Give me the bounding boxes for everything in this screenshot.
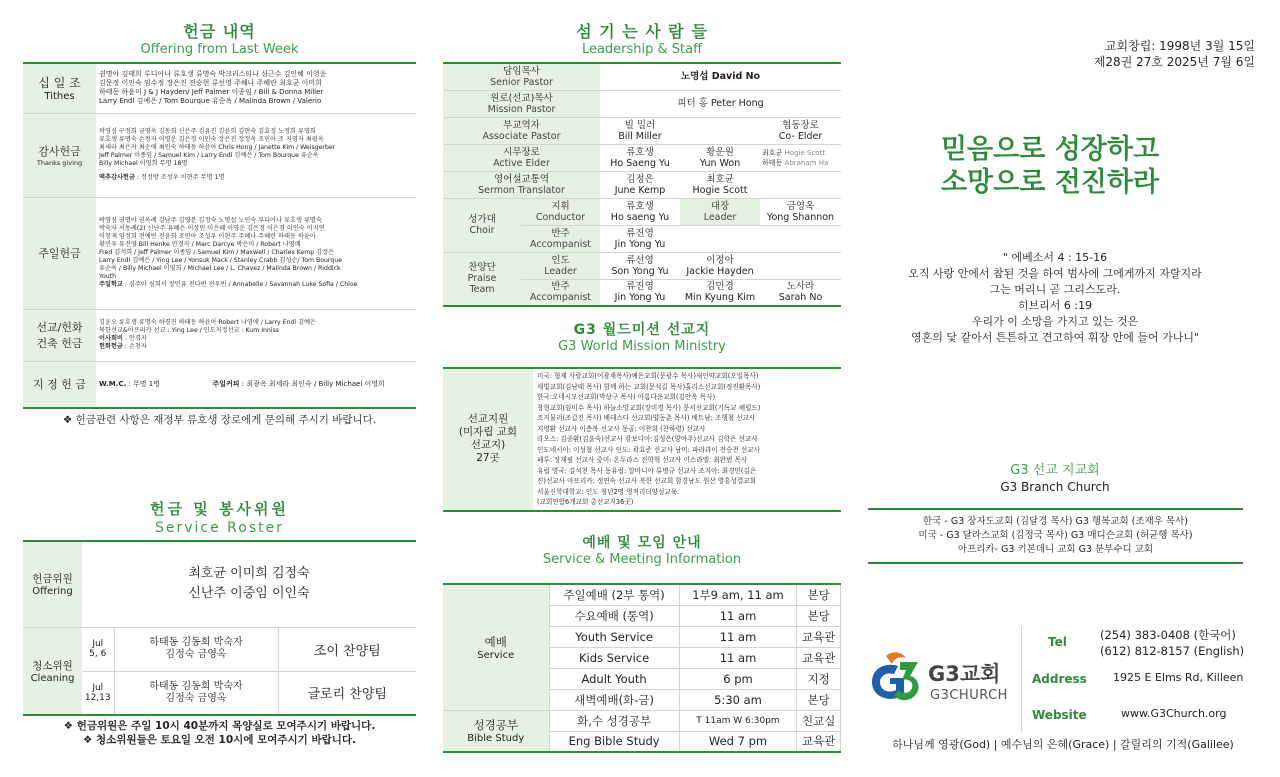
team-name: 글로리 찬양팀 (278, 671, 416, 715)
table-row: 십 일 조 Tithes 권명아 김태희 루디아나 류호생 류명숙 박크리스티나 심근수 김인혜 이영운 김문정 이인숙 임수정 장은진 전승현 류선영 주혜나 주혜란 최호균 이미희 하태동 하윤미 J & J Hayden/ Jeff Palmer 이종임 / Bill & Donna Miller Larry Endl 김예은 / Tom Bourque 유순옥 / Malinda Brown / Valerio (23, 63, 416, 113)
table-row: 새벽예배(화-금) 5:30 am 본당 (443, 689, 841, 710)
branch-list: 한국 - G3 장자도교회 (김달경 목사) G3 행복교회 (조재우 목사) 미국 - G3 달라스교회 (김정국 목사) G3 매디슨교회 (허균행 목사) 아프리카- G3 키본데니 교회 G3 분부수디 교회 (868, 508, 1243, 564)
table-row: 원로(선교)목사 Mission Pastor 피터 홍 Peter Hong (443, 90, 841, 117)
table-row: 부교역자 Associate Pastor 빌 밀러 Bill Miller 협동장로 Co- Elder (443, 117, 841, 144)
leadership-title: 섬 기 는 사 람 들 (576, 22, 708, 41)
roster-note: ❖ 헌금위원은 주일 10시 40분까지 목양실로 모여주시기 바랍니다. ❖ 청소위원들은 토요일 오전 10시에 모여주시기 바랍니다. (63, 720, 376, 746)
team-name: 조이 찬양팀 (278, 627, 416, 671)
table-row: 성경공부 Bible Study 화,수 성경공부 T 11am W 6:30pm 친교실 (443, 710, 841, 731)
address-label: Address (1032, 672, 1087, 686)
logo-text-en: G3CHURCH (930, 688, 1008, 703)
worship-table (443, 583, 841, 753)
website-label: Website (1032, 708, 1087, 722)
table-row: 성가대 Choir 지휘 Conductor 류호생 Ho saeng Yu 대장 Leader 금영옥 Yong Shannon (443, 198, 841, 225)
roster-title: 헌금 및 봉사위원 (150, 500, 289, 518)
scripture: " 에베소서 4 : 15-16 오직 사랑 안에서 참된 것을 하여 범사에 그에게까지 자랄지라 그는 머리니 곧 그리스도라. 히브리서 6 :19 우리가 이 소망을 가지고 있는 것은 영혼의 닻 같아서 튼튼하고 견고하여 휘장 안에 들어 가나니" (908, 251, 1202, 344)
worship-subtitle: Service & Meeting Information (542, 552, 742, 567)
g3-logo-icon (866, 648, 924, 710)
table-row: 반주 Accompanist 류진영 Jin Yong Yu 김민경 Min Kyung Kim 노사라 Sarah No (443, 279, 841, 306)
offering-subtitle: Offering from Last Week (140, 42, 299, 57)
mission-section (443, 321, 841, 512)
table-row: 예배 Service 주일예배 (2부 통역) 1부9 am, 11 am 본당 (443, 584, 841, 605)
table-row: 지 정 헌 금 W.M.C. : 무명 1명 주일커피 : 최광옥 최세라 최인숙 / Billy Michael 이영희 (23, 361, 416, 408)
footer-tagline: 하나님께 영광(God) | 예수님의 은혜(Grace) | 갈릴리의 기적(Galilee) (892, 738, 1234, 751)
table-row: 영어설교통역 Sermon Translator 김정은 June Kemp 최호균 Hogie Scott (443, 171, 841, 198)
offering-section (23, 22, 416, 427)
worship-section (443, 534, 841, 753)
mission-title: G3 월드미션 선교지 (573, 322, 711, 338)
table-row: 담임목사 Senior Pastor 노명섭 David No (443, 63, 841, 90)
table-row: Adult Youth 6 pm 지정 (443, 668, 841, 689)
thanks-label: 감사헌금 (38, 145, 81, 158)
table-row: Kids Service 11 am 교육관 (443, 647, 841, 668)
table-row: 선교/헌화 건축 헌금 김윤오 류호생 류명숙 하경진 하태동 하윤아 Robert 나영애 / Larry Endl 김예은 북한선교&아프리카 선교 : Ying Lee / 인도지정선교 : Kum Inniss 이사회비 : 안경자 헌화헌금 : 손청자 (23, 309, 416, 361)
church-info (1094, 38, 1255, 70)
sunday-label: 주일헌금 (38, 247, 81, 260)
contact-divider (1021, 626, 1022, 732)
table-row: Jul 12,13 하태동 김동희 박숙자 김정숙 금영옥 글로리 찬양팀 (23, 671, 416, 715)
motto: 믿음으로 성장하고 소망으로 전진하라 (940, 134, 1160, 198)
offering-table (23, 62, 416, 409)
mission-list: 미국: 형제 사랑교회(이광재목사)예은교회(문광수 목사)새언약교회(오일목사) 새빛교회(김남태 목사) 함께 하는 교회(문석길 목사)홀리스선교회(정진환목사) 한국:오네시모선교회(박상구 목사) 아름다운교회(김안옥 목사) 창현교회(임미수 목사) 하늘소망교회(장미경 목사) 문서선교회(기독교 헤럴드) 조지물러(조갑진 목사) 베데스다 선교회(양동춘 목사) 베트남: 조행철 선교사 지영환 선교사 이층복 선교사 몽골: 이찬희 (찬하령) 선교사 라오스: 김종환(김윤숙)선교사 캄보디아:김성은(양여주)선교사 김학은 선교사 인도네시아: 이성철 선교사 인도: 곽효준 선교사 남미: 파라과이 전승천 선교사 페루: 장재필 선교사 중미: 온두라스 전학혁 선교사 이스라엘: 최완범 목사 유럽 영국: 김석천 목사 동유럽: 알바니아 류병규 선교사 조지아: 최경민(김은 진)선교사 아프리카: 정연숙 선교사 북한 선교회 함경남도 원산 영흥성결교회 서울신학대학교: 인도 청년2명 영적리더양성교육. (교회연합6개교회 총선교지36곳) (537, 372, 761, 506)
table-row: 감사헌금 Thanks giving 곽영심 구정희 금영옥 김동희 신은주 김유진 김윤희 김현숙 김효정 노정희 류영희 류호생 류명숙 손청자 이영운 김은정 이인숙 장은진 정정옥 조민아 조 지영자 최광옥 최세라 최은자 최순애 최인숙 하태동 하윤아 Chris Hong / Janette Kim / Weisgerber Jeff Palmer 이종임 / Samuel Kim / Larry Endl 김예은 / Tom Bourque 유순옥 Billy Michael 이영희 무명 18명 맥추감사헌금 : 정정방 조성우 이현주 무명 1명 (23, 113, 416, 197)
website-link[interactable]: www.G3Church.org (1121, 707, 1227, 720)
volume-info: 제28권 27호 2025년 7월 6일 (1093, 55, 1255, 69)
roster-table (23, 540, 416, 716)
logo-text-ko: G3교회 (928, 662, 1001, 686)
table-row: 청소위원 Cleaning Jul 5, 6 하태동 김동희 박숙자 김정숙 금영옥 조이 찬양팀 (23, 627, 416, 671)
offering-note: ❖ 헌금관련 사항은 재정부 류호생 장로에게 문의해 주시기 바랍니다. (62, 414, 377, 426)
table-row: 반주 Accompanist 류진영 Jin Yong Yu (443, 225, 841, 252)
address-value: 1925 E Elms Rd, Killeen (1113, 671, 1244, 684)
table-row: Eng Bible Study Wed 7 pm 교육관 (443, 731, 841, 752)
roster-section (23, 500, 416, 747)
table-row: Youth Service 11 am 교육관 (443, 626, 841, 647)
branch-title: G3 선교 지교회 G3 Branch Church (1000, 463, 1110, 494)
tithes-label: 십 일 조 (38, 76, 81, 91)
table-row: 찬양단 Praise Team 인도 Leader 류선영 Son Yong Yu 이정아 Jackie Hayden (443, 252, 841, 279)
table-row: 수요예배 (통역) 11 am 본당 (443, 605, 841, 626)
mission-subtitle: G3 World Mission Ministry (558, 339, 726, 354)
church-logo (866, 648, 1016, 710)
founded-date: 교회창립: 1998년 3월 15일 (1104, 39, 1255, 53)
worship-title: 예배 및 모임 안내 (582, 535, 702, 551)
leadership-subtitle: Leadership & Staff (581, 42, 703, 57)
table-row: 주일헌금 곽영심 권명아 권옥례 김남주 김영분 김정숙 노명섭 노인숙 루디아나 류호생 류명숙 박숙자 서동례(2) 신난주 유혜은 이상민 이은혜 이영운 김은정 이은경 이인숙 이지연 이창재 임정희 전예빈 전윤희 조민아 조성우 이현주 주혜나 주혜란 하태동 하윤아 황민우 류진영 Bill Henke 안경자 / Marc Darcye 박은미 / Robert 나영애 Fred 김석희 / Jeff Palmer 이종임 / Samuel Kim / Maxwell / Charles Kemp 김정은 Larry Endl 김예은 / Ying Lee / Yonsuk Mack / Stanley Crabb 김성순/ Tom Bourque 유순옥 / Billy Michael 이영희 / Michael Lee / L. Chavez / Malinda Brown / Riddick Youth 주일학교 : 심주아 심희서 장민유 전다빈 전우빈 / Annabelle / Savannah Luke Sofia / Chloe (23, 197, 416, 309)
tel-label: Tel (1048, 635, 1067, 649)
mission-box: 선교지원 (미자립 교회 선교지) 27곳 미국: 형제 사랑교회(이광재목사)예은교회(문광수 목사)새언약교회(오일목사) 새빛교회(김남태 목사) 함께 하는 교회(문석길 목사)홀리스선교회(정진환목사) 한국:오네시모선교회(박상구 목사) 아름다운교회(김안옥 목사) 창현교회(임미수 목사) 하늘소망교회(장미경 목사) 문서선교회(기독교 헤럴드) 조지물러(조갑진 목사) 베데스다 선교회(양동춘 목사) 베트남: 조행철 선교사 지영환 선교사 이층복 선교사 몽골: 이찬희 (찬하령) 선교사 라오스: 김종환(김윤숙)선교사 캄보디아:김성은(양여주)선교사 김학은 선교사 인도네시아: 이성철 선교사 인도: 곽효준 선교사 남미: 파라과이 전승천 선교사 페루: 장재필 선교사 중미: 온두라스 전학혁 선교사 이스라엘: 최완범 목사 유럽 영국: 김석천 목사 동유럽: 알바니아 류병규 선교사 조지아: 최경민(김은 진)선교사 아프리카: 정연숙 선교사 북한 선교회 함경남도 원산 영흥성결교회 서울신학대학교: 인도 청년2명 영적리더양성교육. (교회연합6개교회 총선교지36곳) (443, 367, 841, 512)
table-row: 시무장로 Active Elder 류호생 Ho Saeng Yu 황운원 Yun Won 최호균 Hogie Scott 하태동 Abraham Ha (443, 144, 841, 171)
leadership-table (443, 62, 841, 307)
tel-numbers: (254) 383-0408 (한국어) (612) 812-8157 (English) (1100, 628, 1245, 658)
roster-subtitle: Service Roster (154, 520, 284, 536)
offering-title: 헌금 내역 (183, 22, 256, 41)
table-row: 헌금위원 Offering 최호균 이미희 김정숙 신난주 이중임 이인숙 (23, 541, 416, 627)
leadership-section (443, 22, 841, 307)
